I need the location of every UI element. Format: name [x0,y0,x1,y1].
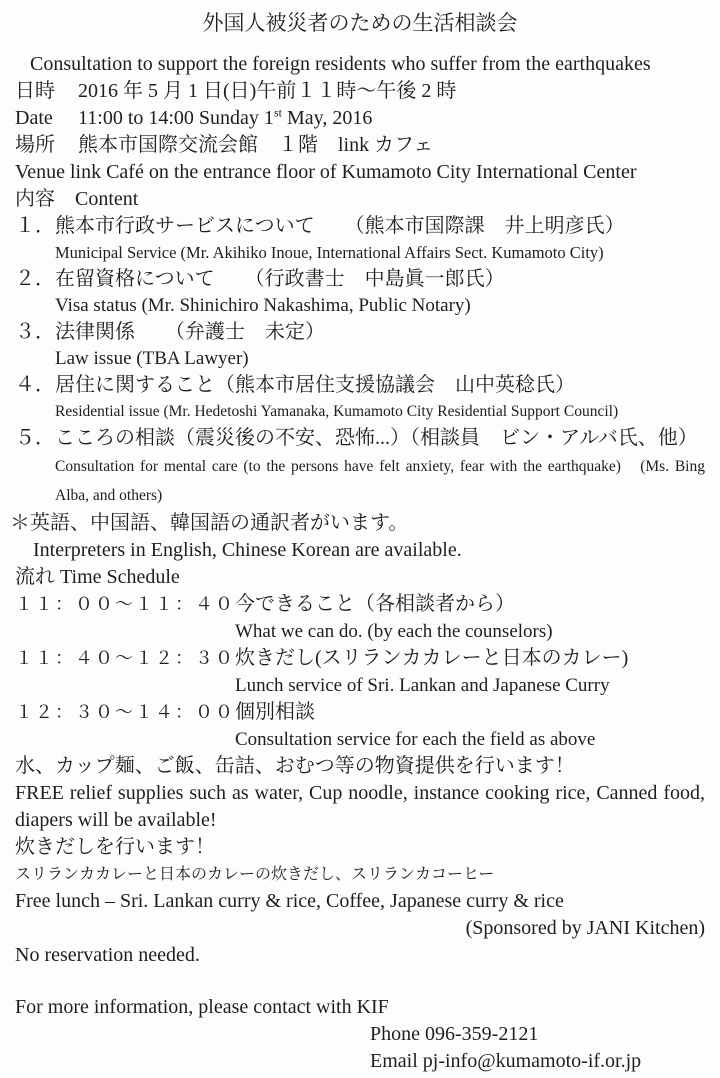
schedule-activity-jp: 今できること（各相談者から） [235,593,515,615]
contact-info: For more information, please contact with KIF [15,996,389,1018]
contact-phone: Phone 096-359-2121 [370,1023,539,1045]
schedule-time: １１：００～１１：４０ [15,594,235,614]
content-item-1 [15,213,705,266]
lunch-jp: 炊きだしを行います！ [15,836,215,858]
lunch-en: Free lunch – Sri. Lankan curry & rice, Coffee, Japanese curry & rice [15,890,564,912]
date-value-en-post: May, 2016 [281,107,373,129]
content-heading [15,186,705,213]
schedule-activity-jp: 個別相談 [235,701,315,723]
schedule-line-jp [15,699,705,726]
item-jp: ２．在留資格について （行政書士 中島眞一郎氏） [15,268,505,290]
schedule-activity-en: Consultation service for each the field as above [235,729,596,750]
subtitle-en: Consultation to support the foreign residents who suffer from the earthquakes [30,53,651,75]
item-en: Consultation for mental care (to the persons have felt anxiety, fear with the earthquake) (Ms. Bing Alba, and others) [55,458,705,504]
venue-row-jp [15,132,705,159]
schedule-row-3 [15,699,705,753]
schedule-line-jp [15,645,705,672]
item-jp: ４．居住に関すること（熊本市居住支援協議会 山中英稔氏） [15,374,575,396]
date-value-en [78,105,705,132]
schedule-time: １２：３０～１４：００ [15,702,235,722]
interpreter-note-jp: ＊英語、中国語、韓国語の通訳者がいます。 [10,512,409,534]
schedule-row-1 [15,591,705,645]
sponsor-credit: (Sponsored by JANI Kitchen) [465,917,705,939]
date-label-en: Date [15,107,53,129]
venue-value-jp: 熊本市国際交流会館 １階 link カフェ [78,134,434,156]
date-ordinal-suffix: st [273,105,282,120]
schedule-activity-en: Lunch service of Sri. Lankan and Japanese Curry [235,675,610,696]
item-jp: ３．法律関係 （弁護士 未定） [15,321,325,343]
content-item-4 [15,372,705,425]
date-value-en-pre: 11:00 to 14:00 Sunday 1 [78,107,274,129]
item-jp: ５．こころの相談（震災後の不安、恐怖...）（相談員 ビン・アルバ氏、他） [15,427,698,449]
venue-label-jp: 場所 [15,134,55,156]
item-en: Municipal Service (Mr. Akihiko Inoue, International Affairs Sect. Kumamoto City) [55,243,604,262]
spacer [15,969,705,994]
schedule-activity-en: What we can do. (by each the counselors) [235,621,553,642]
content-item-3 [15,319,705,372]
date-row-en [15,105,705,132]
content-item-5 [15,425,705,510]
item-en: Law issue (TBA Lawyer) [55,348,249,369]
venue-row-en: Venue link Café on the entrance floor of Kumamoto City International Center [15,161,637,183]
item-en: Residential issue (Mr. Hedetoshi Yamanaka, Kumamoto City Residential Support Council) [55,403,619,420]
lunch-jp-detail: スリランカカレーと日本のカレーの炊きだし、スリランカコーヒー [15,866,495,883]
interpreter-note-en: Interpreters in English, Chinese Korean are available. [33,539,462,561]
schedule-line-jp [15,591,705,618]
schedule-time: １１：４０～１２：３０ [15,648,235,668]
date-value-jp: 2016 年 5 月 1 日(日)午前１１時～午後 2 時 [78,80,457,102]
content-heading-en: Content [75,188,139,210]
contact-email: Email pj-info@kumamoto-if.or.jp [370,1050,642,1072]
content-item-2 [15,266,705,319]
item-jp: １．熊本市行政サービスについて （熊本市国際課 井上明彦氏） [15,215,625,237]
date-row-jp [15,78,705,105]
schedule-row-2 [15,645,705,699]
supplies-jp: 水、カップ麺、ご飯、缶詰、おむつ等の物資提供を行います！ [15,755,575,777]
schedule-activity-jp: 炊きだし(スリランカカレーと日本のカレー) [235,647,629,669]
content-heading-jp: 内容 [15,188,55,210]
item-en: Visa status (Mr. Shinichiro Nakashima, Public Notary) [55,295,471,316]
supplies-en: FREE relief supplies such as water, Cup noodle, instance cooking rice, Canned food, diapers will be available! [15,782,705,831]
date-label-jp: 日時 [15,80,55,102]
reservation-note: No reservation needed. [15,944,200,966]
schedule-heading: 流れ Time Schedule [15,566,180,588]
page-title: 外国人被災者のための生活相談会 [202,11,518,35]
